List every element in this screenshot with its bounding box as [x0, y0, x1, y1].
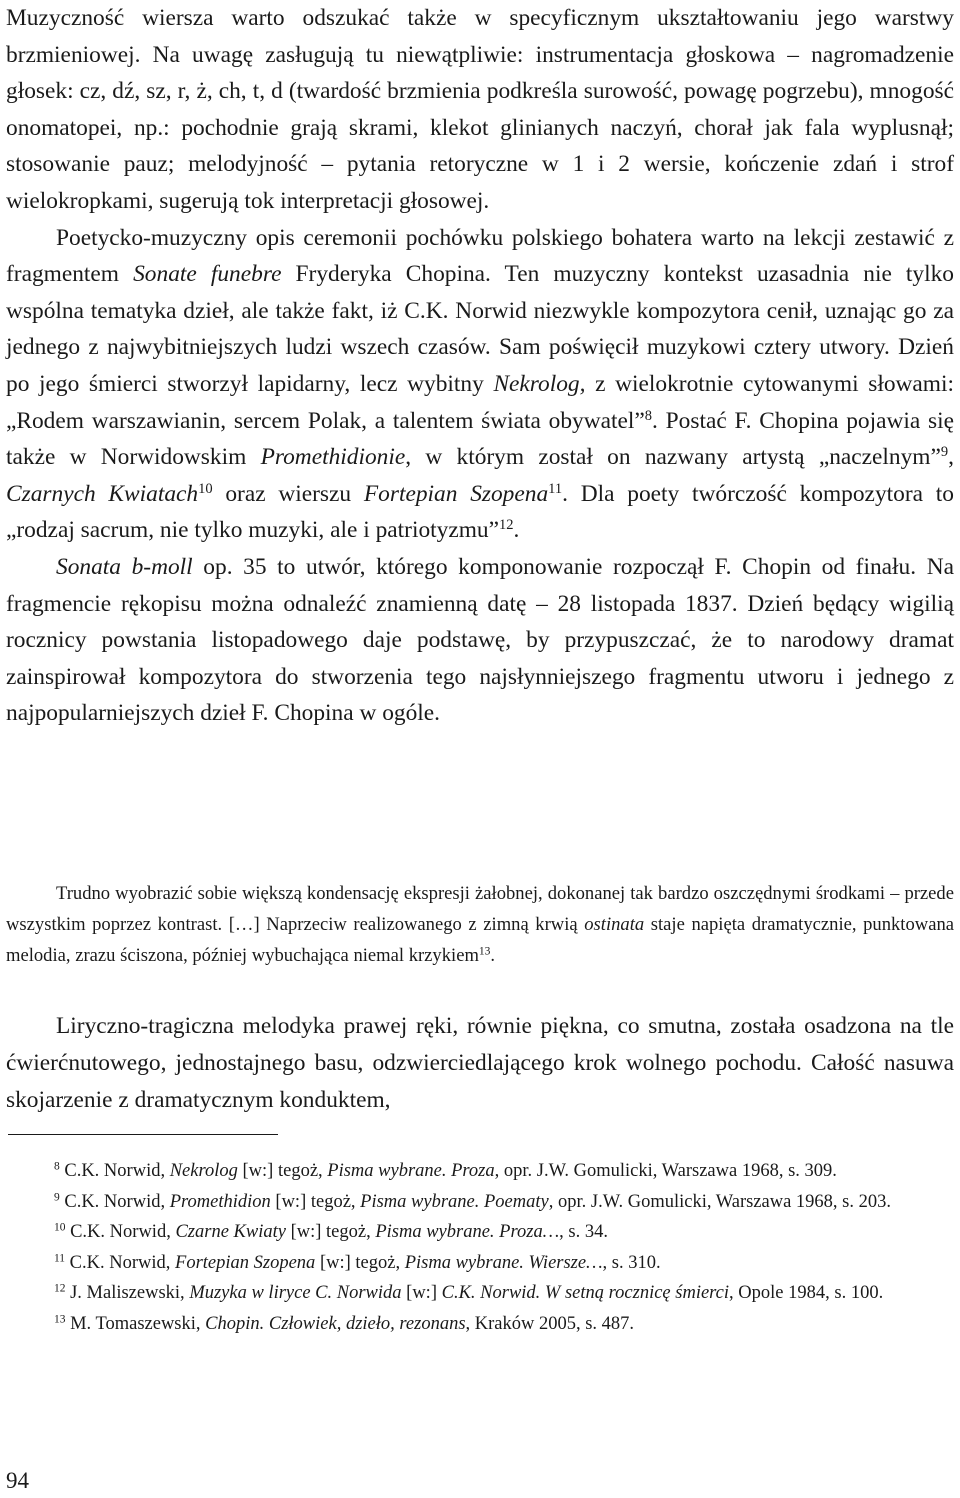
- text-run: staje napięta dramatycznie, punktowana melodia, zrazu ściszona, później wybuchająca niemal krzykiem: [6, 914, 954, 967]
- italic-title: Czarnych Kwiatach: [6, 480, 199, 507]
- footnote-number: 10: [54, 1221, 66, 1234]
- paragraph-2: [6, 220, 954, 549]
- italic-title: Promethidionie: [260, 444, 406, 471]
- text-run: [w:] tegoż,: [285, 1222, 376, 1243]
- italic-title: Chopin. Człowiek, dzieło, rezonans: [205, 1313, 466, 1334]
- text-run: Fryderyka Chopina. Ten muzyczny kontekst uzasadnia nie tylko wspólna tematyka dzieł, ale także fakt, iż C.K. Norwid niezwykle kompozytora cenił, uznając go za jednego z najwybitniejszych ludzi wszech czasów. Sam poświęcił muzykowi cztery utwory. Dzień po jego śmierci stworzył lapidarny, lecz wybitny: [6, 261, 955, 397]
- text-run: C.K. Norwid,: [59, 1161, 170, 1181]
- italic-title: Pisma wybrane. Proza: [327, 1161, 495, 1181]
- italic-title: Czarne Kwiaty: [175, 1222, 286, 1243]
- text-run: .: [490, 945, 496, 967]
- footnote: [6, 1217, 956, 1248]
- text-run: Trudno wyobrazić sobie większą kondensację ekspresji żałobnej, dokonanej tak bardzo oszczędnymi środkami – przede wszystkim poprzez kontrast. […] Naprzeciw realizowanego z zimną krwią: [6, 883, 954, 936]
- italic-title: Nekrolog,: [493, 370, 586, 397]
- text-run: Liryczno-tragiczna melodyka prawej ręki, równie piękna, co smutna, została osadzona na tle ćwierćnutowego, jednostajnego basu, odzwierciedlającego krok wolnego pochodu. Całość nasuwa skojarzenie z dramatycznym konduktem,: [6, 1013, 954, 1113]
- text-run: z wielokrotnie cytowanymi słowami: „Rodem warszawianin, sercem Polak, a talentem świata obywatel”: [6, 370, 954, 434]
- italic-title: Sonate funebre: [133, 261, 282, 288]
- footnote-number: 13: [54, 1313, 66, 1326]
- italic-title: Fortepian Szopena: [175, 1252, 316, 1273]
- footnote: [6, 1309, 956, 1340]
- text-run: , s. 34.: [559, 1222, 608, 1243]
- text-run: Muzyczność wiersza warto odszukać także w specyficznym ukształtowaniu jego warstwy brzmieniowej. Na uwagę zasługują tu niewątpliwie: instrumentacja głoskowa – nagromadzenie głosek: cz, dź, sz, r, ż, ch, t, d (twardość brzmienia podkreśla surowość, powagę pogrzebu), mnogość onomatopei, np.: pochodnie grają skrami, klekot glinianych naczyń, chorał jak fala wyplusnął; stosowanie pauz; melodyjność – pytania retoryczne w 1 i 2 wersie, kończenie zdań i strof wielokropkami, sugerują tok interpretacji głosowej.: [6, 5, 954, 214]
- text-run: oraz wierszu: [212, 480, 364, 507]
- italic-title: Sonata b-moll: [56, 553, 193, 580]
- text-run: , s. 310.: [602, 1252, 661, 1273]
- footnote-ref: 10: [198, 480, 213, 497]
- text-run: , Kraków 2005, s. 487.: [465, 1313, 635, 1334]
- text-run: , w którym został on nazwany artystą „naczelnym”: [405, 444, 941, 471]
- main-text: [6, 0, 954, 732]
- text-run: . Postać F. Chopina pojawia się także w Norwidowskim: [6, 407, 954, 471]
- text-run: [w:] tegoż,: [270, 1191, 361, 1212]
- paragraph-3: [6, 549, 954, 732]
- text-run: .: [513, 517, 520, 544]
- footnote-ref: 9: [940, 444, 949, 461]
- italic-title: Fortepian Szopena: [363, 480, 549, 507]
- footnote: [6, 1248, 956, 1279]
- text-run: M. Tomaszewski,: [65, 1313, 206, 1334]
- text-run: . Dla poety twórczość kompozytora to „rodzaj sacrum, nie tylko muzyki, ale i patriotyzmu”: [6, 480, 954, 544]
- footnote-number: 11: [54, 1252, 66, 1265]
- footnote-ref: 13: [478, 946, 491, 959]
- footnote-number: 9: [54, 1191, 60, 1204]
- italic-title: Pisma wybrane. Proza…: [375, 1222, 560, 1243]
- block-quote: [6, 878, 954, 972]
- footnote-separator: [8, 1134, 278, 1135]
- text-run: ,: [948, 444, 954, 471]
- footnotes: [6, 1156, 956, 1340]
- footnote-ref: 8: [644, 407, 653, 424]
- text-run: C.K. Norwid,: [65, 1222, 176, 1243]
- text-run: C.K. Norwid,: [59, 1191, 170, 1212]
- text-run: op. 35 to utwór, którego komponowanie rozpoczął F. Chopin od finału. Na fragmencie rękopisu można odnaleźć znamienną datę – 28 listopada 1837. Dzień będący wigilią rocznicy powstania listopadowego daje podstawę, by przypuszczać, że to narodowy dramat zainspirował kompozytora do stworzenia tego najsłynniejszego fragmentu utworu i jednego z najpopularniejszych dzieł F. Chopina w ogóle.: [6, 553, 954, 727]
- text-run: , opr. J.W. Gomulicki, Warszawa 1968, s. 203.: [548, 1191, 892, 1212]
- text-run: J. Maliszewski,: [65, 1283, 190, 1304]
- text-run: C.K. Norwid,: [65, 1252, 176, 1273]
- italic-title: Pisma wybrane. Wiersze…: [404, 1252, 603, 1273]
- text-run: Poetycko-muzyczny opis ceremonii pochówku polskiego bohatera warto na lekcji zestawić z fragmentem: [6, 224, 954, 288]
- italic-title: Pisma wybrane. Poematy: [360, 1191, 549, 1212]
- paragraph-4: [6, 1008, 954, 1119]
- text-run: , opr. J.W. Gomulicki, Warszawa 1968, s. 309.: [494, 1161, 837, 1181]
- footnote: [6, 1187, 956, 1218]
- italic-term: ostinata: [584, 914, 645, 936]
- italic-title: C.K. Norwid. W setną rocznicę śmierci: [441, 1283, 730, 1304]
- text-run: [w:]: [401, 1283, 442, 1304]
- footnote: [6, 1278, 956, 1309]
- footnote-number: 12: [54, 1283, 66, 1296]
- italic-title: Promethidion: [169, 1191, 271, 1212]
- paragraph-1: [6, 0, 954, 220]
- footnote-ref: 12: [499, 517, 514, 534]
- footnote-number: 8: [54, 1160, 60, 1173]
- footnote: [6, 1156, 956, 1187]
- text-run: [w:] tegoż,: [237, 1161, 328, 1181]
- text-run: [w:] tegoż,: [315, 1252, 405, 1273]
- italic-title: Muzyka w liryce C. Norwida: [189, 1283, 402, 1304]
- text-run: , Opole 1984, s. 100.: [729, 1283, 884, 1304]
- footnote-ref: 11: [548, 480, 563, 497]
- italic-title: Nekrolog: [169, 1161, 238, 1181]
- page-number: 94: [6, 1468, 29, 1493]
